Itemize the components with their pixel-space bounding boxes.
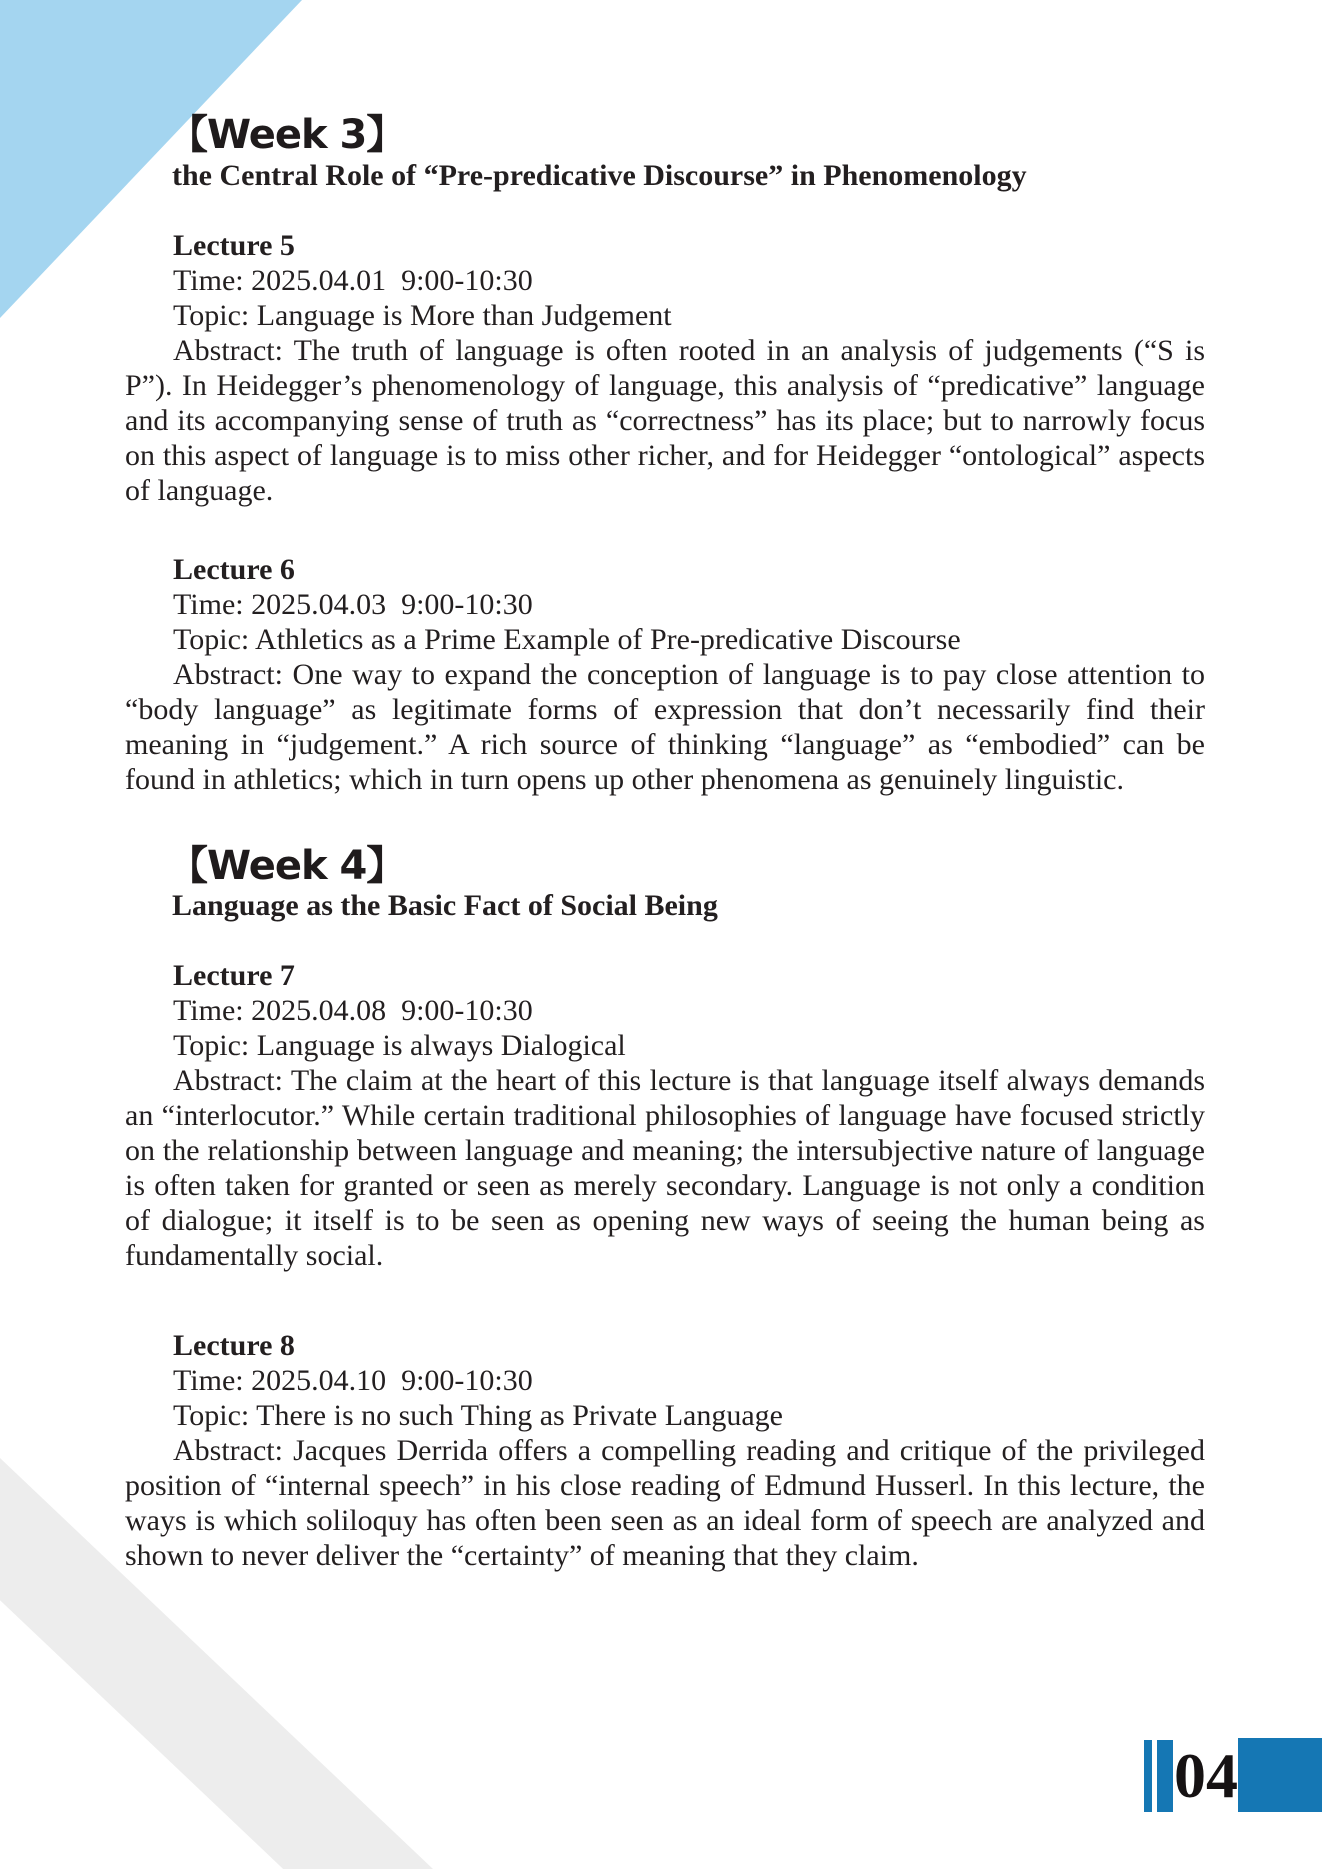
lecture-time: Time: 2025.04.01 9:00-10:30 (173, 264, 533, 297)
lecture-time: Time: 2025.04.10 9:00-10:30 (173, 1364, 533, 1397)
lecture-abstract: Abstract: The truth of language is often rooted in an analysis of judgements (“S is P”). In Heidegger’s phenomenology of language, this analysis of “predicative” language and its accompanying sense of truth as “correctness” has its place; but to narrowly focus on this aspect of language is to miss other richer, and for Heidegger “ontological” aspects of language. (125, 334, 1205, 507)
lecture-time: Time: 2025.04.03 9:00-10:30 (173, 588, 533, 621)
lecture-abstract: Abstract: The claim at the heart of this lecture is that language itself always demands an “interlocutor.” While certain traditional philosophies of language have focused strictly on the relationship between language and meaning; the intersubjective nature of language is often taken for granted or seen as merely secondary. Language is not only a condition of dialogue; it itself is to be seen as opening new ways of seeing the human being as fundamentally social. (125, 1064, 1205, 1272)
week-4-heading: 【Week 4】 (168, 843, 406, 889)
week-3-heading: 【Week 3】 (168, 112, 406, 158)
lecture-5-block (125, 228, 1205, 508)
lecture-topic: Topic: There is no such Thing as Private Language (173, 1399, 783, 1432)
lecture-8-block (125, 1328, 1205, 1573)
lecture-title: Lecture 8 (173, 1329, 295, 1362)
lecture-time: Time: 2025.04.08 9:00-10:30 (173, 994, 533, 1027)
page-number-rect (1238, 1738, 1322, 1812)
lecture-abstract: Abstract: Jacques Derrida offers a compelling reading and critique of the privileged position of “internal speech” in his close reading of Edmund Husserl. In this lecture, the ways is which soliloquy has often been seen as an ideal form of speech are analyzed and shown to never deliver the “certainty” of meaning that they claim. (125, 1434, 1205, 1572)
page-number-bar-thick (1157, 1740, 1173, 1812)
lecture-title: Lecture 5 (173, 229, 295, 262)
lecture-topic: Topic: Language is More than Judgement (173, 299, 672, 332)
lecture-title: Lecture 7 (173, 959, 295, 992)
lecture-abstract: Abstract: One way to expand the conception of language is to pay close attention to “body language” as legitimate forms of expression that don’t necessarily find their meaning in “judgement.” A rich source of thinking “language” as “embodied” can be found in athletics; which in turn opens up other phenomena as genuinely linguistic. (125, 658, 1205, 796)
week-4-subtitle: Language as the Basic Fact of Social Being (172, 889, 718, 922)
page-number-bar-thin (1144, 1740, 1152, 1812)
week-3-subtitle: the Central Role of “Pre-predicative Discourse” in Phenomenology (172, 159, 1027, 192)
lecture-title: Lecture 6 (173, 553, 295, 586)
lecture-topic: Topic: Language is always Dialogical (173, 1029, 626, 1062)
lecture-6-block (125, 552, 1205, 797)
lecture-topic: Topic: Athletics as a Prime Example of Pre-predicative Discourse (173, 623, 961, 656)
lecture-7-block (125, 958, 1205, 1273)
page-number: 04 (1174, 1740, 1238, 1811)
